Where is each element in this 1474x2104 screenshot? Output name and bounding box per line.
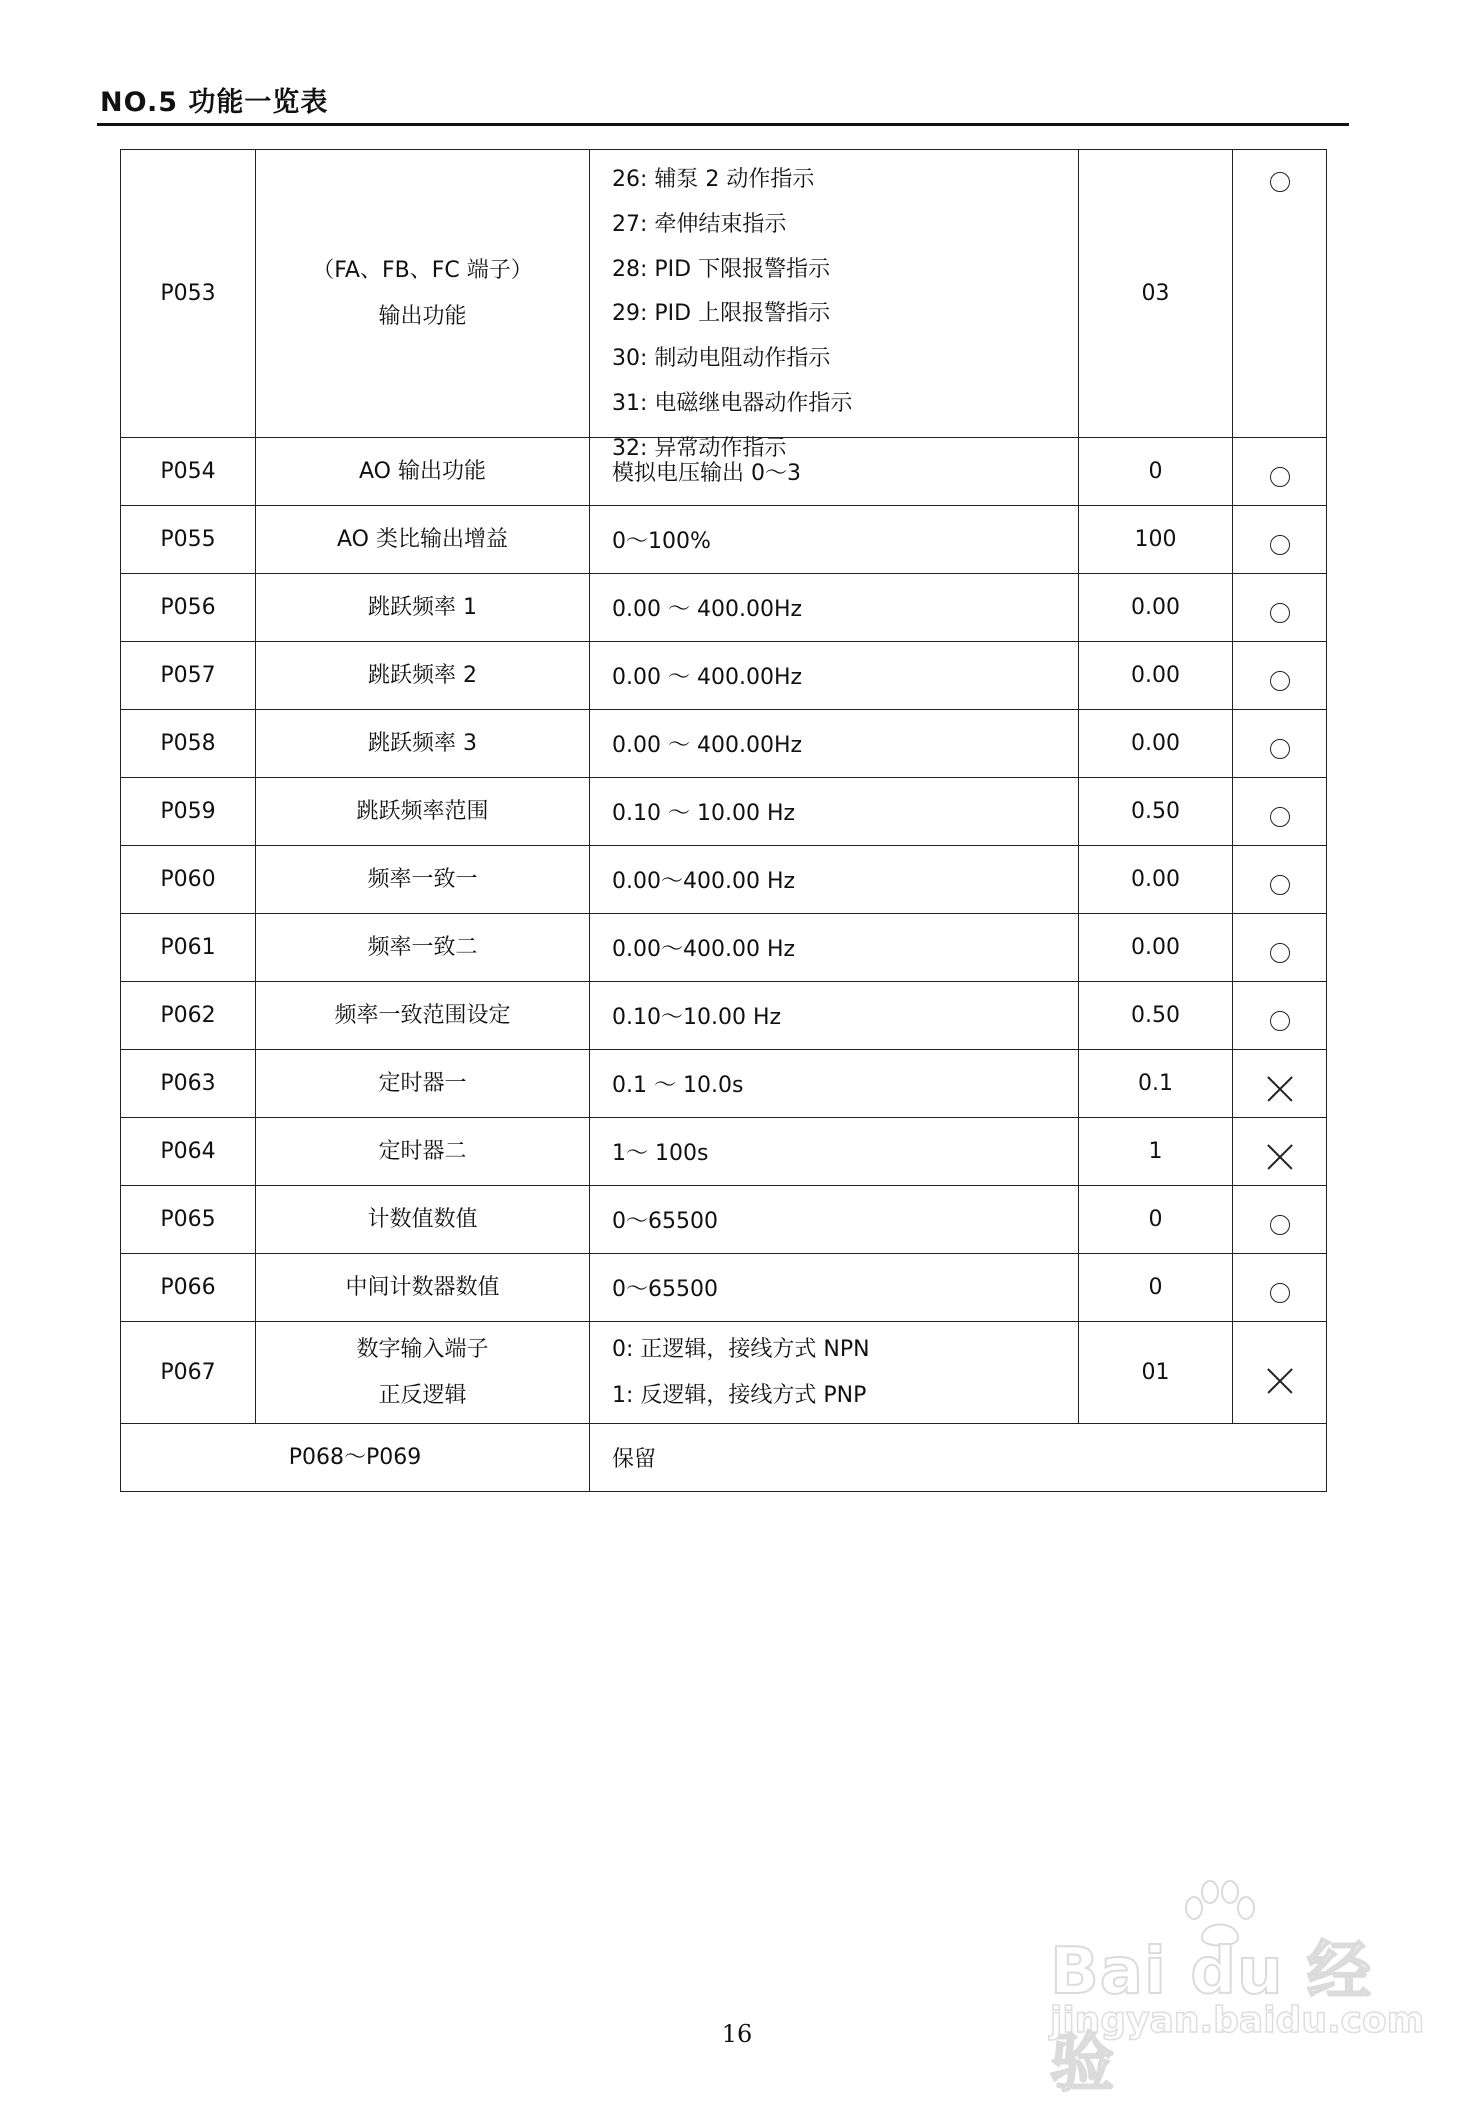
param-modifiable-flag [1233,506,1327,574]
param-name: 跳跃频率 3 [256,710,590,778]
reserved-row [121,1424,1327,1492]
param-default: 03 [1079,150,1233,438]
cross-icon [1266,1075,1294,1103]
param-code: P059 [121,778,256,846]
circle-icon [1270,807,1290,827]
param-modifiable-flag [1233,846,1327,914]
option-item: 31: 电磁继电器动作指示 [612,390,853,416]
param-code: P061 [121,914,256,982]
param-name-line: 正反逻辑 [378,1382,467,1408]
param-default: 0.1 [1079,1050,1233,1118]
option-list [612,1327,1078,1419]
param-modifiable-flag [1233,1050,1327,1118]
param-modifiable-flag [1233,574,1327,642]
header-rule [97,123,1349,126]
parameter-table [120,149,1327,1492]
param-default: 0.00 [1079,914,1233,982]
param-range: 模拟电压输出 0～3 [590,438,1079,506]
param-modifiable-flag [1233,1254,1327,1322]
table-row [121,982,1327,1050]
param-code: P053 [121,150,256,438]
param-default: 0.50 [1079,778,1233,846]
param-default: 01 [1079,1322,1233,1424]
option-item: 26: 辅泵 2 动作指示 [612,167,815,192]
table-row [121,1050,1327,1118]
table-row [121,574,1327,642]
param-code: P055 [121,506,256,574]
param-code: P064 [121,1118,256,1186]
param-modifiable-flag [1233,710,1327,778]
param-modifiable-flag [1233,778,1327,846]
param-range: 0.10～10.00 Hz [590,982,1079,1050]
table-row [121,914,1327,982]
param-modifiable-flag [1233,642,1327,710]
param-name: 计数值数值 [256,1186,590,1254]
param-range [590,1322,1079,1424]
circle-icon [1270,1215,1290,1235]
cross-icon [1266,1367,1294,1395]
param-name: 定时器二 [256,1118,590,1186]
table-row [121,778,1327,846]
param-name: AO 输出功能 [256,438,590,506]
table-row [121,1254,1327,1322]
param-name: 中间计数器数值 [256,1254,590,1322]
param-range: 0.00 ～ 400.00Hz [590,710,1079,778]
option-item: 1: 反逻辑，接线方式 PNP [612,1382,867,1408]
param-range: 0～65500 [590,1186,1079,1254]
param-name-line: 输出功能 [378,303,467,329]
param-range: 0～100% [590,506,1079,574]
param-modifiable-flag [1233,438,1327,506]
param-name: 频率一致范围设定 [256,982,590,1050]
option-item: 0: 正逻辑，接线方式 NPN [612,1336,870,1362]
param-code: P066 [121,1254,256,1322]
watermark-brand: Bai du 经验 [1050,1935,1372,2101]
table-row [121,1322,1327,1424]
table-row [121,506,1327,574]
param-code: P067 [121,1322,256,1424]
param-modifiable-flag [1233,1118,1327,1186]
param-name: 定时器一 [256,1050,590,1118]
param-modifiable-flag [1233,1186,1327,1254]
circle-icon [1270,943,1290,963]
param-range: 0.00～400.00 Hz [590,914,1079,982]
circle-icon [1270,467,1290,487]
param-range: 0.00 ～ 400.00Hz [590,642,1079,710]
param-range: 0.00～400.00 Hz [590,846,1079,914]
circle-icon [1270,1283,1290,1303]
circle-icon [1270,671,1290,691]
circle-icon [1270,875,1290,895]
param-default: 0 [1079,1186,1233,1254]
circle-icon [1270,603,1290,623]
param-name-line: （FA、FB、FC 端子） [312,257,533,283]
param-modifiable-flag [1233,150,1327,438]
page-header-title: NO.5 功能一览表 [100,87,329,118]
param-code: P054 [121,438,256,506]
param-code: P057 [121,642,256,710]
param-default: 0.00 [1079,642,1233,710]
param-default: 1 [1079,1118,1233,1186]
param-name: 频率一致二 [256,914,590,982]
param-code: P056 [121,574,256,642]
table-row [121,642,1327,710]
option-item: 32: 异常动作指示 [612,435,787,461]
param-name: 跳跃频率范围 [256,778,590,846]
param-name [256,1322,590,1424]
table-row [121,1118,1327,1186]
param-code: P065 [121,1186,256,1254]
reserved-label: 保留 [590,1424,1327,1492]
table-row [121,150,1327,438]
param-modifiable-flag [1233,1322,1327,1424]
circle-icon [1270,1011,1290,1031]
param-default: 0.00 [1079,574,1233,642]
option-item: 30: 制动电阻动作指示 [612,346,831,372]
table-row [121,846,1327,914]
baidu-jingyan-watermark [1050,1880,1430,2101]
param-name: 跳跃频率 2 [256,642,590,710]
param-default: 100 [1079,506,1233,574]
option-list [612,158,1078,461]
table-row [121,1186,1327,1254]
option-item: 29: PID 上限报警指示 [612,301,831,327]
page-number: 16 [721,2020,753,2048]
param-code: P060 [121,846,256,914]
param-name-line: 数字输入端子 [356,1336,489,1362]
param-code: P062 [121,982,256,1050]
param-default: 0.00 [1079,710,1233,778]
parameter-table-body [121,150,1327,1492]
param-code: P063 [121,1050,256,1118]
watermark-url: jingyan.baidu.com [1050,2000,1425,2041]
param-name: 跳跃频率 1 [256,574,590,642]
param-default: 0 [1079,438,1233,506]
param-modifiable-flag [1233,982,1327,1050]
param-default: 0.00 [1079,846,1233,914]
param-range: 0.1 ～ 10.0s [590,1050,1079,1118]
param-range: 1～ 100s [590,1118,1079,1186]
option-item: 28: PID 下限报警指示 [612,256,831,282]
param-range [590,150,1079,461]
param-range: 0～65500 [590,1254,1079,1322]
reserved-codes: P068～P069 [121,1424,590,1492]
table-row [121,710,1327,778]
param-name: AO 类比输出增益 [256,506,590,574]
circle-icon [1270,535,1290,555]
param-default: 0 [1079,1254,1233,1322]
option-item: 27: 牵伸结束指示 [612,211,787,237]
param-default: 0.50 [1079,982,1233,1050]
param-range: 0.00 ～ 400.00Hz [590,574,1079,642]
param-name: 频率一致一 [256,846,590,914]
param-range: 0.10 ～ 10.00 Hz [590,778,1079,846]
param-modifiable-flag [1233,914,1327,982]
cross-icon [1266,1143,1294,1171]
circle-icon [1270,172,1290,192]
param-code: P058 [121,710,256,778]
param-name [256,150,590,438]
circle-icon [1270,739,1290,759]
